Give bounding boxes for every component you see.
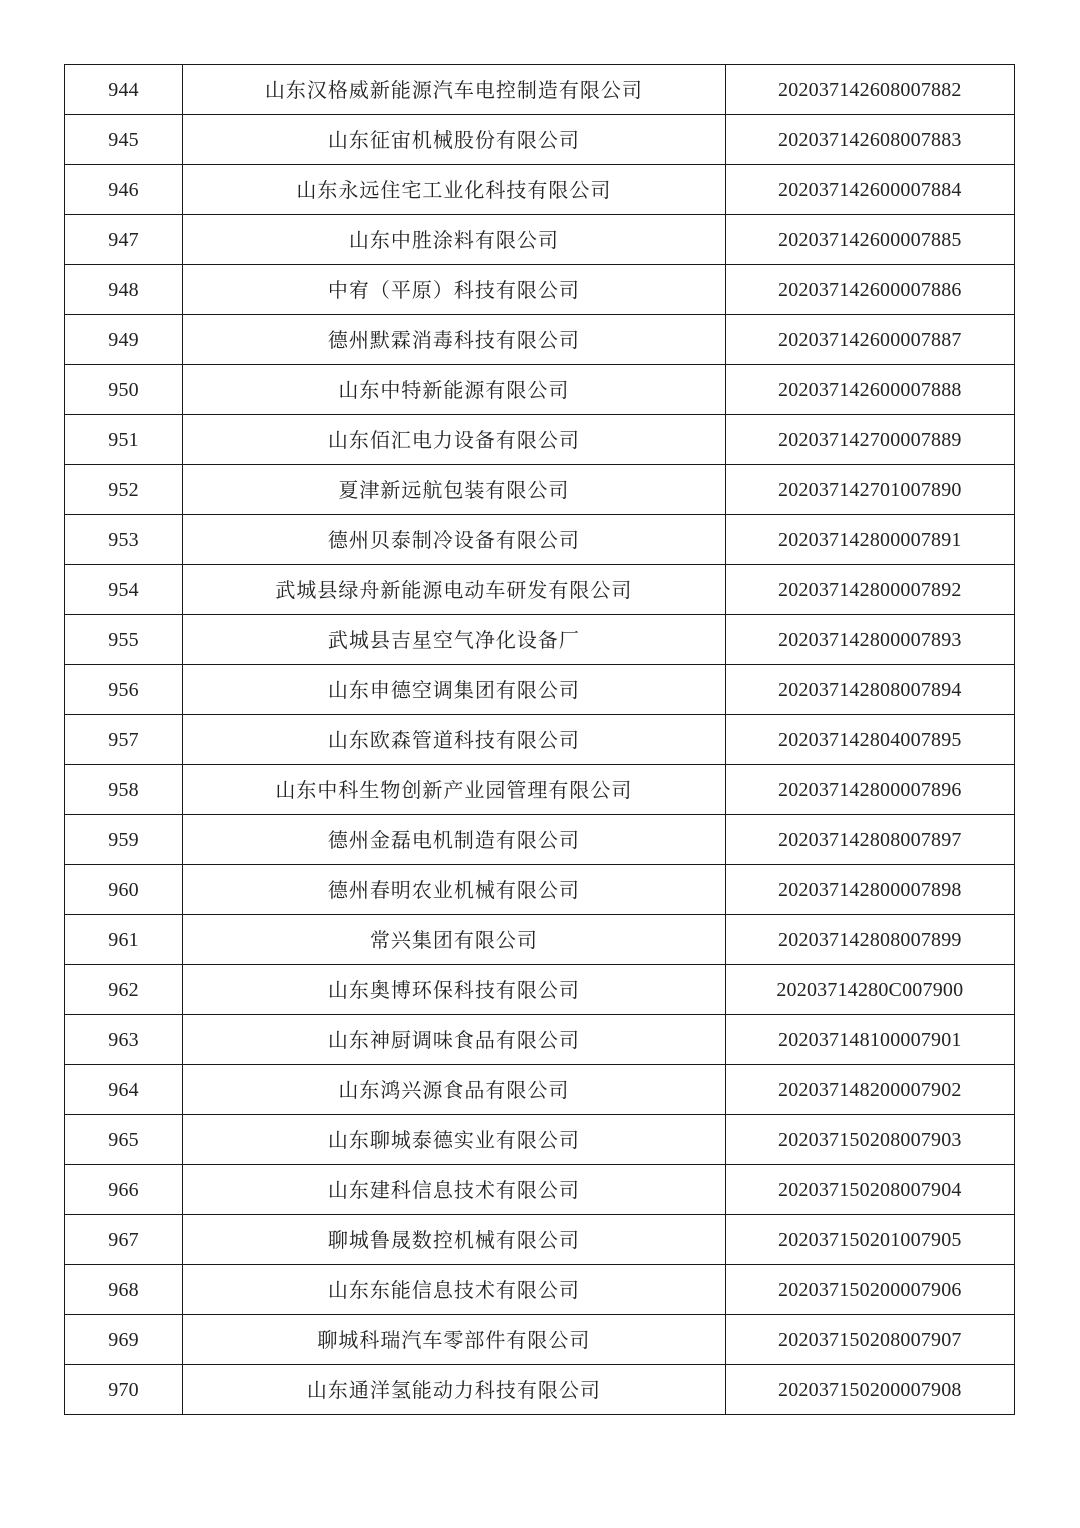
table-row: [65, 1265, 1015, 1315]
row-number-cell: 965: [65, 1115, 183, 1165]
row-number-cell: 944: [65, 65, 183, 115]
row-number-cell: 954: [65, 565, 183, 615]
company-name-cell: 山东鸿兴源食品有限公司: [183, 1065, 726, 1115]
registration-code-cell: 202037150208007907: [725, 1315, 1014, 1365]
table-row: [65, 165, 1015, 215]
table-row: [65, 715, 1015, 765]
registration-code-cell: 202037142800007892: [725, 565, 1014, 615]
registration-code-cell: 202037142800007898: [725, 865, 1014, 915]
registration-code-cell: 202037142808007899: [725, 915, 1014, 965]
company-name-cell: 常兴集团有限公司: [183, 915, 726, 965]
company-name-cell: 中宥（平原）科技有限公司: [183, 265, 726, 315]
row-number-cell: 957: [65, 715, 183, 765]
registration-code-cell: 202037142600007887: [725, 315, 1014, 365]
registration-code-cell: 202037142701007890: [725, 465, 1014, 515]
table-row: [65, 665, 1015, 715]
row-number-cell: 950: [65, 365, 183, 415]
row-number-cell: 963: [65, 1015, 183, 1065]
company-name-cell: 武城县吉星空气净化设备厂: [183, 615, 726, 665]
row-number-cell: 947: [65, 215, 183, 265]
company-list-table: [64, 64, 1015, 1415]
company-name-cell: 聊城鲁晟数控机械有限公司: [183, 1215, 726, 1265]
row-number-cell: 960: [65, 865, 183, 915]
registration-code-cell: 202037148100007901: [725, 1015, 1014, 1065]
company-name-cell: 山东中胜涂料有限公司: [183, 215, 726, 265]
registration-code-cell: 202037142804007895: [725, 715, 1014, 765]
registration-code-cell: 202037142608007883: [725, 115, 1014, 165]
company-name-cell: 德州金磊电机制造有限公司: [183, 815, 726, 865]
table-row: [65, 365, 1015, 415]
row-number-cell: 964: [65, 1065, 183, 1115]
row-number-cell: 966: [65, 1165, 183, 1215]
company-name-cell: 德州贝泰制冷设备有限公司: [183, 515, 726, 565]
company-name-cell: 山东佰汇电力设备有限公司: [183, 415, 726, 465]
table-row: [65, 1165, 1015, 1215]
company-name-cell: 山东中特新能源有限公司: [183, 365, 726, 415]
registration-code-cell: 20203714280C007900: [725, 965, 1014, 1015]
registration-code-cell: 202037142808007897: [725, 815, 1014, 865]
row-number-cell: 945: [65, 115, 183, 165]
row-number-cell: 969: [65, 1315, 183, 1365]
registration-code-cell: 202037142600007885: [725, 215, 1014, 265]
table-row: [65, 315, 1015, 365]
company-name-cell: 山东聊城泰德实业有限公司: [183, 1115, 726, 1165]
company-name-cell: 山东欧森管道科技有限公司: [183, 715, 726, 765]
row-number-cell: 968: [65, 1265, 183, 1315]
table-row: [65, 115, 1015, 165]
row-number-cell: 946: [65, 165, 183, 215]
table-row: [65, 1015, 1015, 1065]
company-name-cell: 山东中科生物创新产业园管理有限公司: [183, 765, 726, 815]
table-row: [65, 415, 1015, 465]
table-row: [65, 765, 1015, 815]
registration-code-cell: 202037150208007903: [725, 1115, 1014, 1165]
registration-code-cell: 202037150200007908: [725, 1365, 1014, 1415]
registration-code-cell: 202037150208007904: [725, 1165, 1014, 1215]
company-name-cell: 德州默霖消毒科技有限公司: [183, 315, 726, 365]
row-number-cell: 961: [65, 915, 183, 965]
row-number-cell: 970: [65, 1365, 183, 1415]
table-row: [65, 815, 1015, 865]
company-name-cell: 山东建科信息技术有限公司: [183, 1165, 726, 1215]
table-row: [65, 965, 1015, 1015]
table-row: [65, 1215, 1015, 1265]
table-row: [65, 1115, 1015, 1165]
table-row: [65, 615, 1015, 665]
registration-code-cell: 202037142800007896: [725, 765, 1014, 815]
table-row: [65, 915, 1015, 965]
registration-code-cell: 202037142800007891: [725, 515, 1014, 565]
registration-code-cell: 202037150201007905: [725, 1215, 1014, 1265]
table-row: [65, 65, 1015, 115]
table-row: [65, 265, 1015, 315]
registration-code-cell: 202037142800007893: [725, 615, 1014, 665]
registration-code-cell: 202037142700007889: [725, 415, 1014, 465]
registration-code-cell: 202037142608007882: [725, 65, 1014, 115]
company-name-cell: 夏津新远航包装有限公司: [183, 465, 726, 515]
company-name-cell: 山东永远住宅工业化科技有限公司: [183, 165, 726, 215]
row-number-cell: 953: [65, 515, 183, 565]
row-number-cell: 962: [65, 965, 183, 1015]
table-body: [65, 65, 1015, 1415]
company-name-cell: 山东神厨调味食品有限公司: [183, 1015, 726, 1065]
company-name-cell: 山东征宙机械股份有限公司: [183, 115, 726, 165]
company-name-cell: 武城县绿舟新能源电动车研发有限公司: [183, 565, 726, 615]
company-name-cell: 聊城科瑞汽车零部件有限公司: [183, 1315, 726, 1365]
table-row: [65, 1315, 1015, 1365]
table-row: [65, 215, 1015, 265]
registration-code-cell: 202037142600007888: [725, 365, 1014, 415]
table-row: [65, 1065, 1015, 1115]
company-name-cell: 山东申德空调集团有限公司: [183, 665, 726, 715]
company-name-cell: 山东东能信息技术有限公司: [183, 1265, 726, 1315]
row-number-cell: 955: [65, 615, 183, 665]
row-number-cell: 959: [65, 815, 183, 865]
company-name-cell: 山东汉格威新能源汽车电控制造有限公司: [183, 65, 726, 115]
row-number-cell: 958: [65, 765, 183, 815]
row-number-cell: 949: [65, 315, 183, 365]
registration-code-cell: 202037148200007902: [725, 1065, 1014, 1115]
table-row: [65, 865, 1015, 915]
registration-code-cell: 202037142808007894: [725, 665, 1014, 715]
row-number-cell: 948: [65, 265, 183, 315]
registration-code-cell: 202037150200007906: [725, 1265, 1014, 1315]
registration-code-cell: 202037142600007884: [725, 165, 1014, 215]
registration-code-cell: 202037142600007886: [725, 265, 1014, 315]
row-number-cell: 952: [65, 465, 183, 515]
table-row: [65, 1365, 1015, 1415]
row-number-cell: 951: [65, 415, 183, 465]
table-row: [65, 515, 1015, 565]
company-name-cell: 山东奥博环保科技有限公司: [183, 965, 726, 1015]
table-row: [65, 565, 1015, 615]
table-row: [65, 465, 1015, 515]
row-number-cell: 956: [65, 665, 183, 715]
company-name-cell: 山东通洋氢能动力科技有限公司: [183, 1365, 726, 1415]
company-name-cell: 德州春明农业机械有限公司: [183, 865, 726, 915]
row-number-cell: 967: [65, 1215, 183, 1265]
